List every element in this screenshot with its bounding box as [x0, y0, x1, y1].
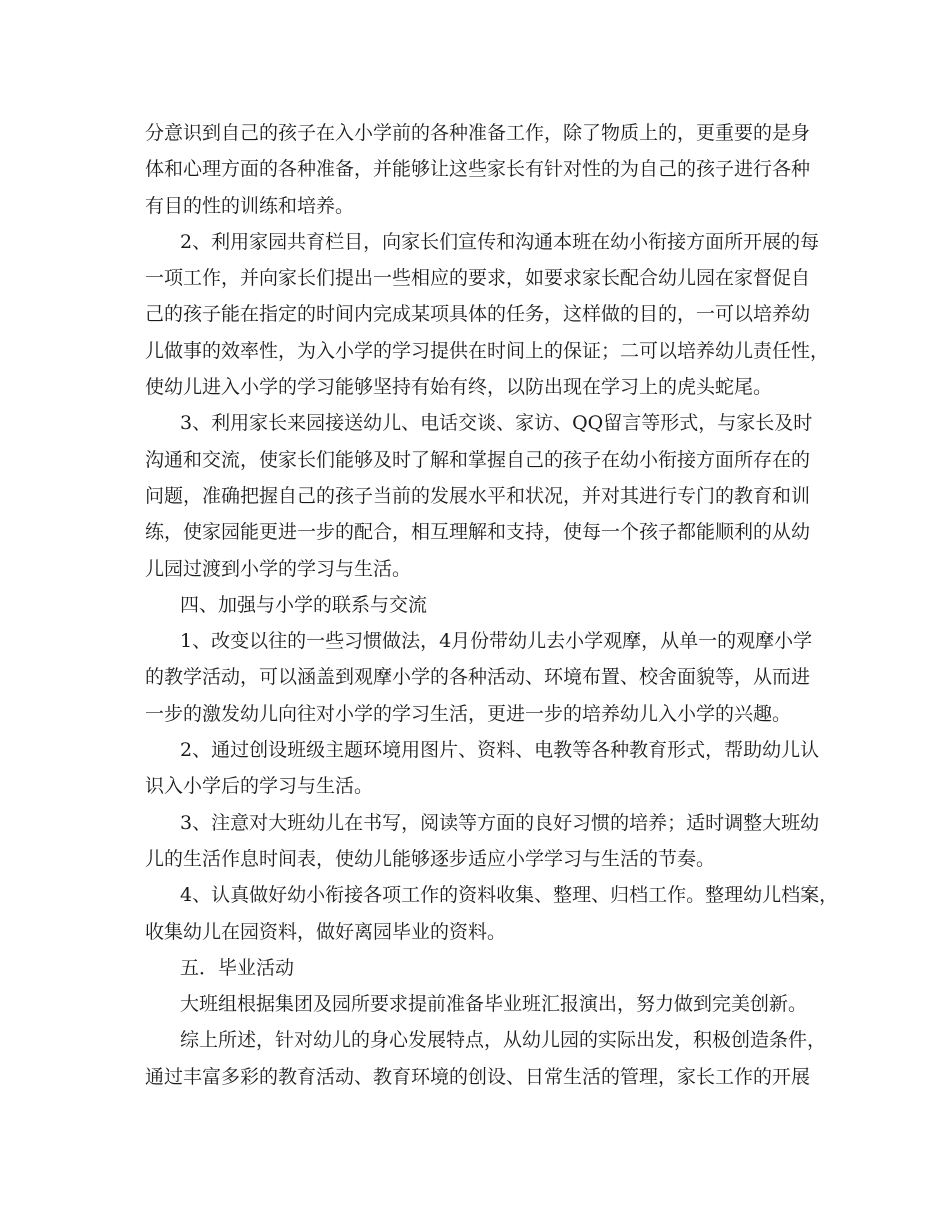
text-line: 3、注意对大班幼儿在书写，阅读等方面的良好习惯的培养；适时调整大班幼 [180, 811, 820, 834]
text-line: 2、通过创设班级主题环境用图片、资料、电教等各种教育形式，帮助幼儿认 [180, 739, 820, 762]
text-line: 4、认真做好幼小衔接各项工作的资料收集、整理、归档工作。整理幼儿档案， [180, 884, 839, 907]
text-line: 练，使家园能更进一步的配合，相互理解和支持，使每一个孩子都能顺利的从幼 [145, 521, 811, 544]
text-line: 沟通和交流，使家长们能够及时了解和掌握自己的孩子在幼小衔接方面所存在的 [145, 448, 811, 471]
text-line: 一步的激发幼儿向往对小学的学习生活，更进一步的培养幼儿入小学的兴趣。 [145, 702, 792, 725]
text-line: 通过丰富多彩的教育活动、教育环境的创设、日常生活的管理，家长工作的开展 [145, 1065, 811, 1088]
text-line: 儿做事的效率性，为入小学的学习提供在时间上的保证；二可以培养幼儿责任性， [145, 339, 830, 362]
text-line: 体和心理方面的各种准备，并能够让这些家长有针对性的为自己的孩子进行各种 [145, 158, 811, 181]
text-line: 有目的性的训练和培养。 [145, 194, 355, 217]
text-line: 综上所述，针对幼儿的身心发展特点，从幼儿园的实际出发，积极创造条件， [180, 1029, 827, 1052]
text-line: 1、改变以往的一些习惯做法，4月份带幼儿去小学观摩，从单一的观摩小学 [180, 630, 813, 653]
text-line: 2、利用家园共育栏目，向家长们宣传和沟通本班在幼小衔接方面所开展的每 [180, 230, 820, 253]
text-line: 识入小学后的学习与生活。 [145, 775, 374, 798]
text-line: 分意识到自己的孩子在入小学前的各种准备工作，除了物质上的，更重要的是身 [145, 122, 811, 144]
document-body [145, 115, 839, 1095]
text-line: 儿的生活作息时间表，使幼儿能够逐步适应小学学习与生活的节奏。 [145, 847, 716, 870]
text-line: 收集幼儿在园资料，做好离园毕业的资料。 [145, 920, 507, 943]
text-line: 问题，准确把握自己的孩子当前的发展水平和状况，并对其进行专门的教育和训 [145, 484, 811, 507]
text-line: 使幼儿进入小学的学习能够坚持有始有终，以防出现在学习上的虎头蛇尾。 [145, 376, 773, 399]
text-line: 己的孩子能在指定的时间内完成某项具体的任务，这样做的目的，一可以培养幼 [145, 303, 811, 326]
text-line: 一项工作，并向家长们提出一些相应的要求，如要求家长配合幼儿园在家督促自 [145, 267, 811, 290]
text-line: 3、利用家长来园接送幼儿、电话交谈、家访、QQ留言等形式，与家长及时 [180, 412, 813, 435]
text-line: 的教学活动，可以涵盖到观摩小学的各种活动、环境布置、校舍面貌等，从而进 [145, 666, 811, 689]
text-line: 五．毕业活动 [180, 956, 295, 979]
text-line: 儿园过渡到小学的学习与生活。 [145, 557, 412, 580]
text-line: 四、加强与小学的联系与交流 [180, 593, 428, 616]
text-line: 大班组根据集团及园所要求提前准备毕业班汇报演出，努力做到完美创新。 [180, 993, 808, 1016]
